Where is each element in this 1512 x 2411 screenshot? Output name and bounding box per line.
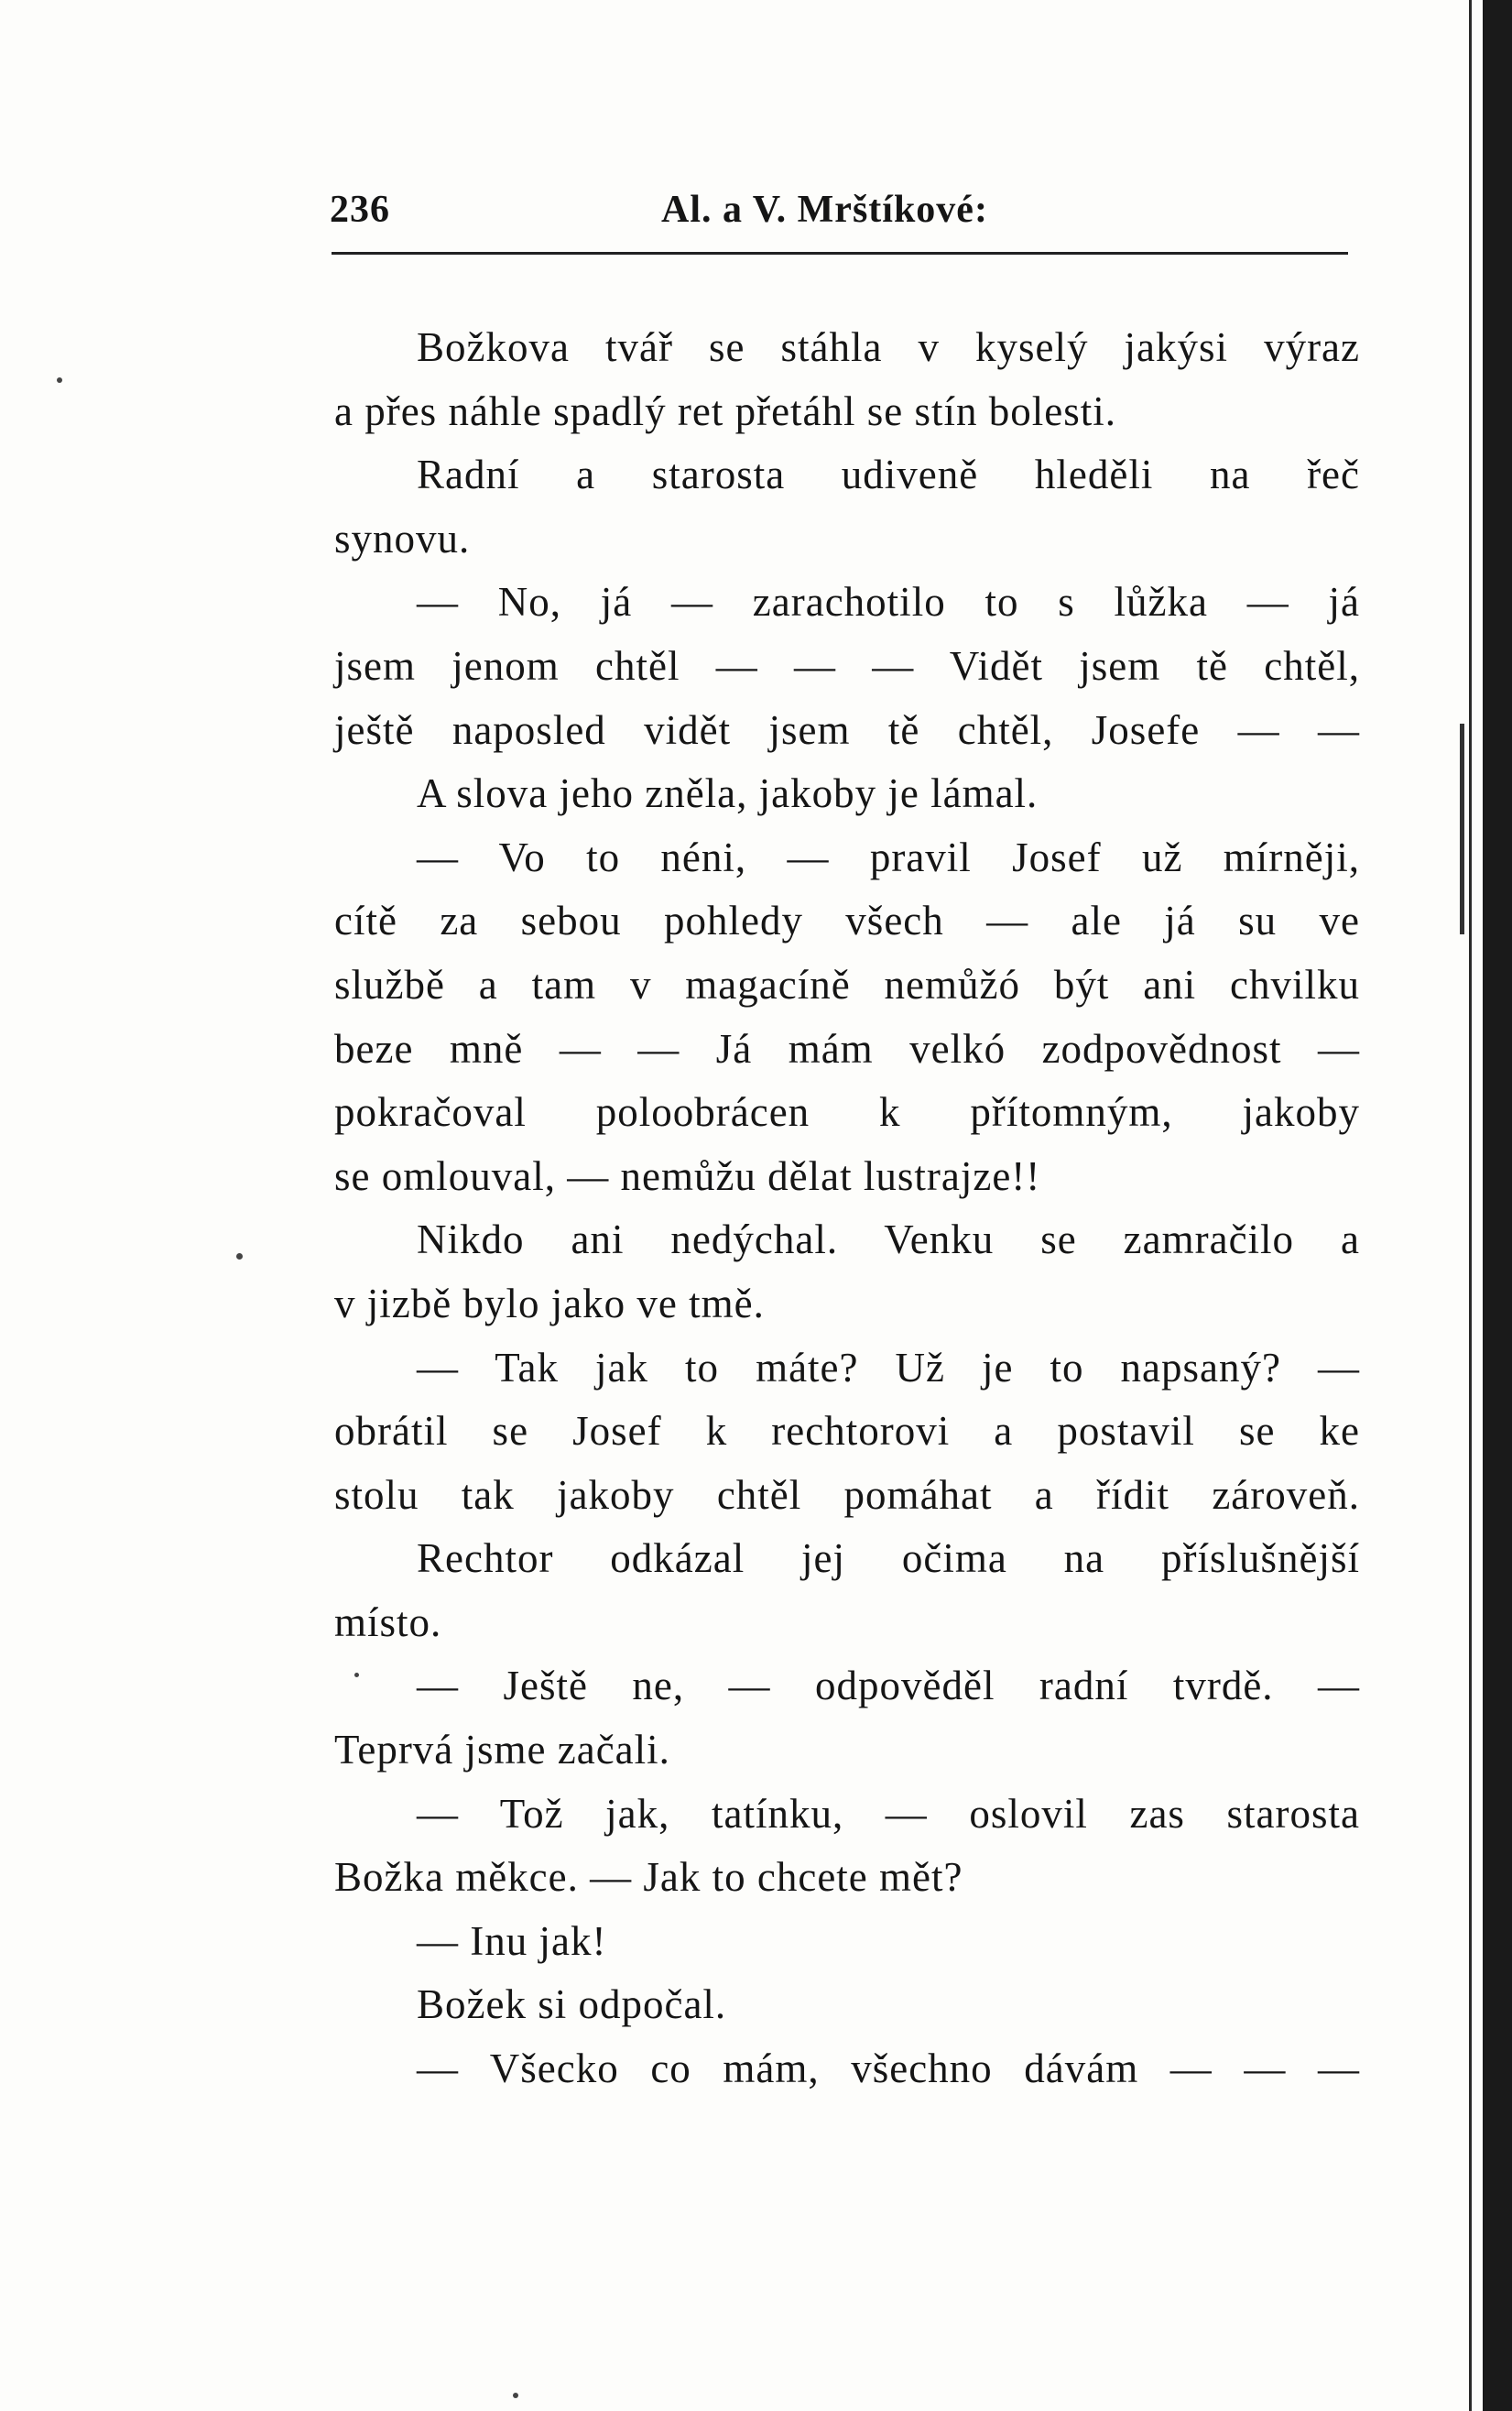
text-line: místo. [334,1598,442,1645]
text-line: — Vo to néni, — pravil Josef už mírněji, [417,834,1360,880]
text-line: — Tož jak, tatínku, — oslovil zas starosta [417,1790,1360,1837]
text-line: pokračoval poloobrácen k přítomným, jakoby [334,1089,1360,1136]
page-edge-shadow [1483,0,1512,2411]
text-line: ještě naposled vidět jsem tě chtěl, Josefe — — [334,706,1360,753]
text-line: stolu tak jakoby chtěl pomáhat a řídit zároveň. [334,1471,1360,1518]
text-line: — Všecko co mám, všechno dávám — — — [417,2046,1360,2092]
text-line: Rechtor odkázal jej očima na příslušnější [417,1535,1360,1582]
text-line: v jizbě bylo jako ve tmě. [334,1280,765,1326]
body-text [334,316,1360,2101]
text-line: službě a tam v magacíně nemůžó být ani chvilku [334,961,1360,1008]
print-speck [236,1253,243,1260]
print-speck [57,377,62,383]
text-line: — No, já — zarachotilo to s lůžka — já [417,579,1360,626]
text-line: obrátil se Josef k rechtorovi a postavil se ke [334,1408,1360,1455]
text-line: — Ještě ne, — odpověděl radní tvrdě. — [417,1663,1360,1709]
text-line: se omlouval, — nemůžu dělat lustrajze!! [334,1152,1041,1199]
page-number: 236 [330,189,390,231]
page-header [330,188,1346,243]
text-line: Božkova tvář se stáhla v kyselý jakýsi výraz [417,324,1360,370]
header-rule [332,252,1348,255]
text-line: Radní a starosta udiveně hleděli na řeč [417,452,1360,498]
text-line: Teprvá jsme začali. [334,1727,670,1773]
text-line: Nikdo ani nedýchal. Venku se zamračilo a [417,1216,1360,1263]
text-line: jsem jenom chtěl — — — Vidět jsem tě chtěl, [334,642,1360,689]
text-line: — Tak jak to máte? Už je to napsaný? — [417,1344,1360,1391]
page-edge-line [1469,0,1472,2411]
text-line: — Inu jak! [417,1917,607,1964]
text-line: Božek si odpočal. [417,1981,727,2028]
text-line: cítě za sebou pohledy všech — ale já su ve [334,898,1360,944]
text-line: beze mně — — Já mám velkó zodpovědnost — [334,1025,1360,1072]
text-line: A slova jeho zněla, jakoby je lámal. [417,770,1039,817]
page-edge-mark [1460,724,1464,934]
text-line: a přes náhle spadlý ret přetáhl se stín bolesti. [334,387,1117,434]
print-speck [513,2393,518,2398]
text-line: synovu. [334,515,471,562]
text-line: Božka měkce. — Jak to chcete mět? [334,1854,963,1901]
running-head: Al. a V. Mrštíkové: [661,189,988,231]
